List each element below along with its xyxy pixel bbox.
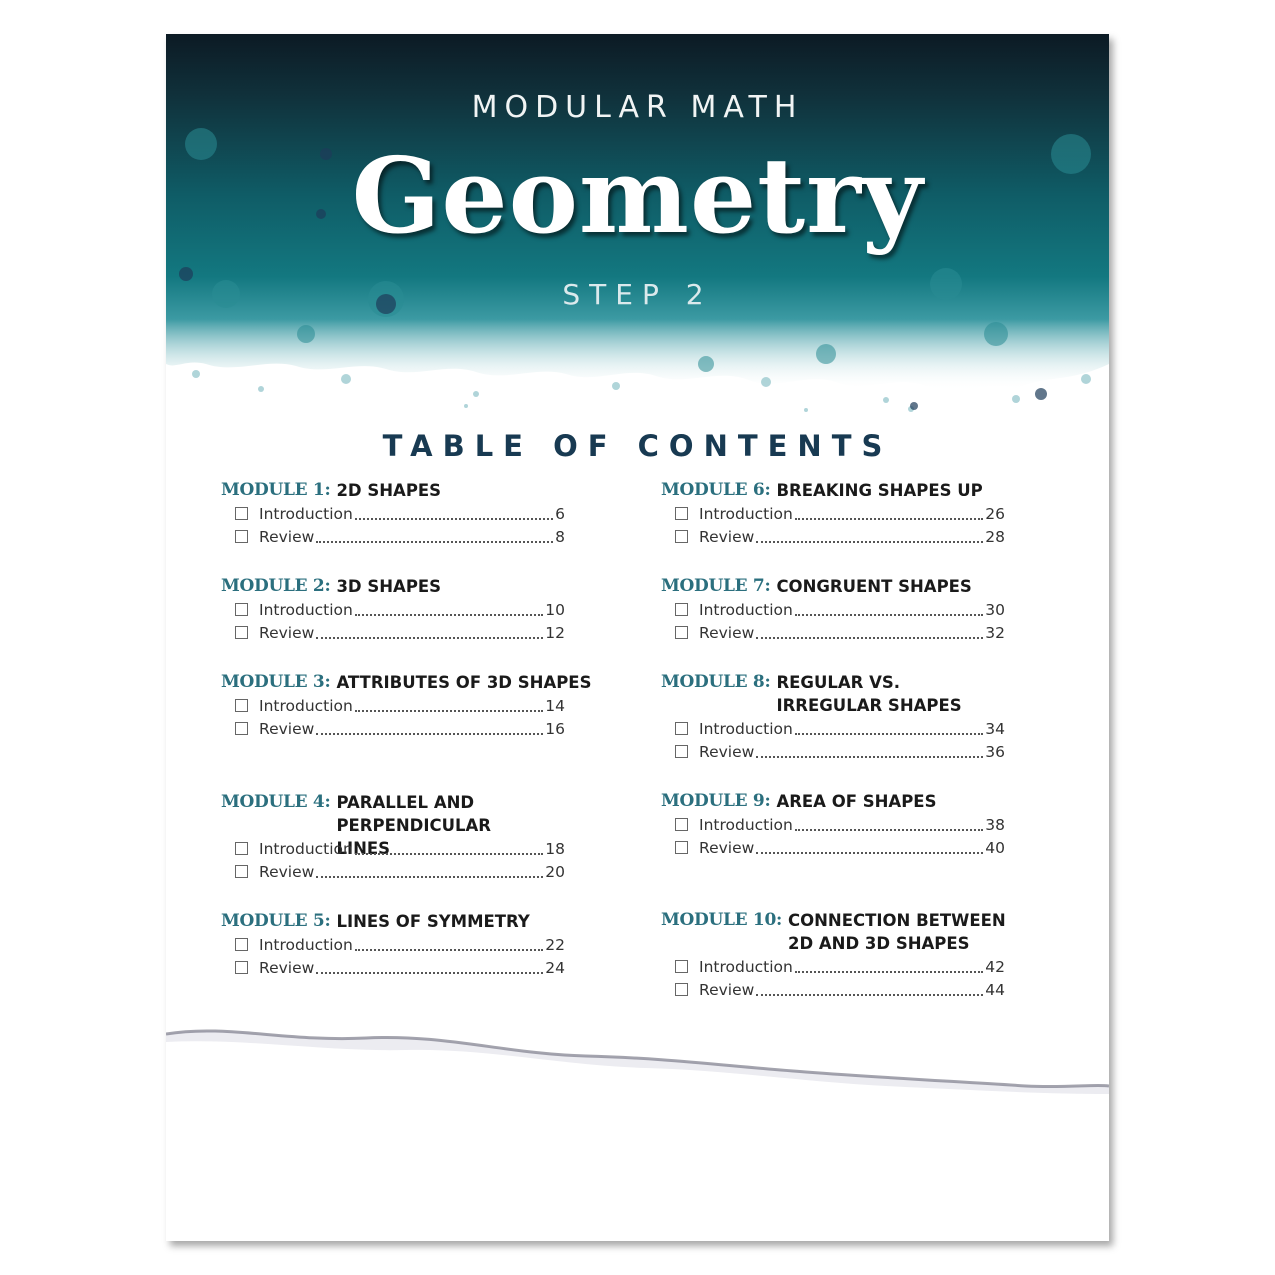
dot-leader <box>756 541 983 543</box>
entry-label: Review <box>699 527 755 546</box>
module-number: MODULE 10: <box>661 910 782 930</box>
module-title: REGULAR VS. IRREGULAR SHAPES <box>776 673 962 715</box>
page-number: 28 <box>985 527 1005 546</box>
watercolor-header <box>166 34 1109 454</box>
dot-leader <box>795 971 983 973</box>
entry-label: Review <box>699 742 755 761</box>
dot-leader <box>316 637 543 639</box>
toc-entry <box>675 598 1005 621</box>
module-title: PARALLEL AND PERPENDICULAR LINES <box>336 793 492 858</box>
page-number: 22 <box>545 935 565 954</box>
entry-label: Review <box>259 719 315 738</box>
page-number: 30 <box>985 600 1005 619</box>
toc-entry <box>675 836 1005 859</box>
checkbox[interactable] <box>675 745 688 758</box>
module-8 <box>661 671 1061 763</box>
entry-label: Review <box>259 958 315 977</box>
dot-leader <box>316 541 553 543</box>
page-number: 36 <box>985 742 1005 761</box>
toc-entry <box>235 502 565 525</box>
toc-entry <box>235 525 565 548</box>
page-number: 44 <box>985 980 1005 999</box>
module-5 <box>221 910 621 979</box>
toc-entry <box>675 621 1005 644</box>
page-number: 26 <box>985 504 1005 523</box>
checkbox[interactable] <box>675 960 688 973</box>
toc-entry <box>235 860 565 883</box>
checkbox[interactable] <box>235 938 248 951</box>
checkbox[interactable] <box>235 626 248 639</box>
page-number: 14 <box>545 696 565 715</box>
entry-label: Introduction <box>259 935 353 954</box>
toc-entry <box>675 717 1005 740</box>
module-title: 3D SHAPES <box>336 577 442 596</box>
module-title: ATTRIBUTES OF 3D SHAPES <box>336 673 592 692</box>
page-number: 16 <box>545 719 565 738</box>
toc-entry <box>675 740 1005 763</box>
page-number: 42 <box>985 957 1005 976</box>
dot-leader <box>756 852 983 854</box>
module-number: MODULE 3: <box>221 672 331 692</box>
series-title: MODULAR MATH <box>471 90 804 125</box>
checkbox[interactable] <box>235 842 248 855</box>
checkbox[interactable] <box>235 961 248 974</box>
entry-label: Introduction <box>699 719 793 738</box>
toc-entry <box>235 933 565 956</box>
page-number: 6 <box>555 504 565 523</box>
toc-entry <box>235 598 565 621</box>
module-title: CONNECTION BETWEEN 2D AND 3D SHAPES <box>787 911 1006 953</box>
module-title: LINES OF SYMMETRY <box>336 912 530 931</box>
module-title: CONGRUENT SHAPES <box>776 577 972 596</box>
checkbox[interactable] <box>675 722 688 735</box>
module-4 <box>221 791 565 883</box>
toc-entry <box>235 621 565 644</box>
page-number: 8 <box>555 527 565 546</box>
module-6 <box>661 479 1061 548</box>
dot-leader <box>316 972 543 974</box>
checkbox[interactable] <box>675 841 688 854</box>
page-number: 38 <box>985 815 1005 834</box>
module-title: AREA OF SHAPES <box>776 792 937 811</box>
toc-entry <box>235 956 565 979</box>
entry-label: Review <box>259 862 315 881</box>
checkbox[interactable] <box>675 507 688 520</box>
toc-entry <box>235 717 565 740</box>
dot-leader <box>756 756 983 758</box>
toc-entry <box>675 525 1005 548</box>
module-title: 2D SHAPES <box>336 481 442 500</box>
entry-label: Introduction <box>699 504 793 523</box>
dot-leader <box>355 853 543 855</box>
dot-leader <box>756 637 983 639</box>
module-number: MODULE 6: <box>661 480 771 500</box>
toc-entry <box>675 502 1005 525</box>
dot-leader <box>355 518 553 520</box>
page-number: 18 <box>545 839 565 858</box>
torn-paper-edge <box>166 994 1109 1114</box>
checkbox[interactable] <box>675 626 688 639</box>
module-number: MODULE 7: <box>661 576 771 596</box>
entry-label: Review <box>699 838 755 857</box>
toc-entry <box>675 813 1005 836</box>
checkbox[interactable] <box>235 507 248 520</box>
dot-leader <box>355 614 543 616</box>
toc-heading: TABLE OF CONTENTS <box>382 429 893 463</box>
dot-leader <box>795 518 983 520</box>
checkbox[interactable] <box>675 530 688 543</box>
entry-label: Review <box>699 623 755 642</box>
checkbox[interactable] <box>235 699 248 712</box>
entry-label: Review <box>699 980 755 999</box>
entry-label: Introduction <box>699 815 793 834</box>
module-7 <box>661 575 1061 644</box>
document-page <box>166 34 1109 1241</box>
module-title: BREAKING SHAPES UP <box>776 481 983 500</box>
entry-label: Introduction <box>259 839 353 858</box>
entry-label: Introduction <box>259 600 353 619</box>
entry-label: Introduction <box>699 600 793 619</box>
step-label: STEP 2 <box>562 278 713 311</box>
dot-leader <box>795 614 983 616</box>
module-9 <box>661 790 1061 859</box>
checkbox[interactable] <box>675 818 688 831</box>
dot-leader <box>795 829 983 831</box>
dot-leader <box>355 710 543 712</box>
dot-leader <box>795 733 983 735</box>
module-1 <box>221 479 621 548</box>
dot-leader <box>316 733 543 735</box>
page-number: 20 <box>545 862 565 881</box>
module-number: MODULE 9: <box>661 791 771 811</box>
module-number: MODULE 5: <box>221 911 331 931</box>
checkbox[interactable] <box>675 603 688 616</box>
dot-leader <box>355 949 543 951</box>
module-number: MODULE 2: <box>221 576 331 596</box>
entry-label: Introduction <box>259 696 353 715</box>
module-2 <box>221 575 621 644</box>
toc-entry <box>675 955 1005 978</box>
entry-label: Introduction <box>699 957 793 976</box>
entry-label: Review <box>259 623 315 642</box>
module-10 <box>661 909 1061 1001</box>
page-number: 32 <box>985 623 1005 642</box>
module-3 <box>221 671 621 740</box>
page-number: 10 <box>545 600 565 619</box>
toc-entry <box>235 694 565 717</box>
module-number: MODULE 1: <box>221 480 331 500</box>
module-number: MODULE 4: <box>221 792 331 812</box>
dot-leader <box>316 876 543 878</box>
page-number: 12 <box>545 623 565 642</box>
checkbox[interactable] <box>235 530 248 543</box>
checkbox[interactable] <box>235 722 248 735</box>
page-number: 24 <box>545 958 565 977</box>
entry-label: Introduction <box>259 504 353 523</box>
page-number: 40 <box>985 838 1005 857</box>
page-number: 34 <box>985 719 1005 738</box>
checkbox[interactable] <box>235 865 248 878</box>
book-title: Geometry <box>351 134 924 257</box>
entry-label: Review <box>259 527 315 546</box>
checkbox[interactable] <box>235 603 248 616</box>
module-number: MODULE 8: <box>661 672 771 692</box>
